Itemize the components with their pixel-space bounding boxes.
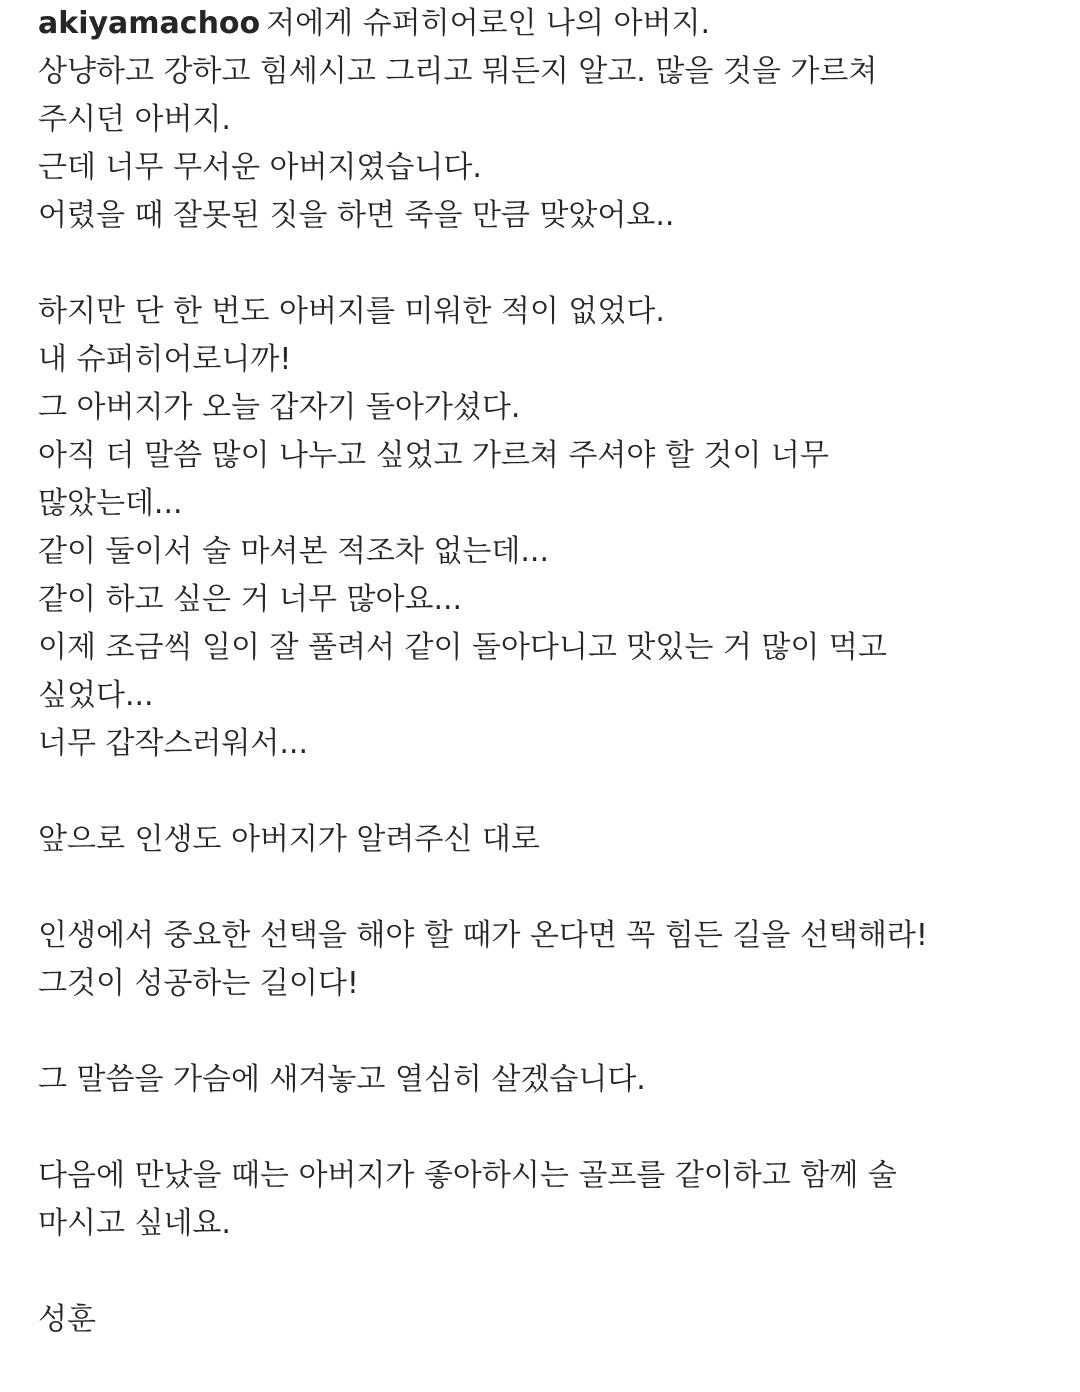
caption-first-line: 저에게 슈퍼히어로인 나의 아버지. bbox=[266, 6, 711, 41]
caption-line: 마시고 싶네요. bbox=[38, 1206, 231, 1241]
caption-line: 앞으로 인생도 아버지가 알려주신 대로 bbox=[38, 822, 540, 857]
username-link[interactable]: akiyamachoo bbox=[38, 6, 261, 41]
caption-line: 너무 갑작스러워서... bbox=[38, 726, 308, 761]
caption-blank-line bbox=[38, 1104, 1038, 1152]
caption-line: 같이 둘이서 술 마셔본 적조차 없는데... bbox=[38, 534, 549, 569]
caption-line: 싶었다... bbox=[38, 678, 154, 713]
caption-line: 아직 더 말씀 많이 나누고 싶었고 가르쳐 주셔야 할 것이 너무 bbox=[38, 438, 829, 473]
caption-line: 이제 조금씩 일이 잘 풀려서 같이 돌아다니고 맛있는 거 많이 먹고 bbox=[38, 630, 887, 665]
caption-header-line bbox=[38, 0, 1038, 48]
caption-line: 그 아버지가 오늘 갑자기 돌아가셨다. bbox=[38, 390, 521, 425]
caption-line: 그것이 성공하는 길이다! bbox=[38, 966, 359, 1001]
caption-blank-line bbox=[38, 1248, 1038, 1296]
caption-line: 어렸을 때 잘못된 짓을 하면 죽을 만큼 맞았어요.. bbox=[38, 198, 675, 233]
caption-line: 성훈 bbox=[38, 1302, 96, 1337]
caption-line: 상냥하고 강하고 힘세시고 그리고 뭐든지 알고. 많을 것을 가르쳐 bbox=[38, 54, 878, 89]
caption-line: 같이 하고 싶은 거 너무 많아요... bbox=[38, 582, 463, 617]
post-caption bbox=[38, 0, 1038, 1344]
caption-line: 내 슈퍼히어로니까! bbox=[38, 342, 292, 377]
caption-line: 하지만 단 한 번도 아버지를 미워한 적이 없었다. bbox=[38, 294, 665, 329]
caption-line: 그 말씀을 가슴에 새겨놓고 열심히 살겠습니다. bbox=[38, 1062, 646, 1097]
caption-line: 근데 너무 무서운 아버지였습니다. bbox=[38, 150, 482, 185]
caption-line: 다음에 만났을 때는 아버지가 좋아하시는 골프를 같이하고 함께 술 bbox=[38, 1158, 897, 1193]
caption-line: 인생에서 중요한 선택을 해야 할 때가 온다면 꼭 힘든 길을 선택해라! bbox=[38, 918, 928, 953]
caption-blank-line bbox=[38, 240, 1038, 288]
caption-line: 주시던 아버지. bbox=[38, 102, 231, 137]
caption-blank-line bbox=[38, 768, 1038, 816]
caption-body bbox=[38, 48, 1038, 1344]
caption-line: 많았는데... bbox=[38, 486, 183, 521]
caption-blank-line bbox=[38, 1008, 1038, 1056]
caption-blank-line bbox=[38, 864, 1038, 912]
